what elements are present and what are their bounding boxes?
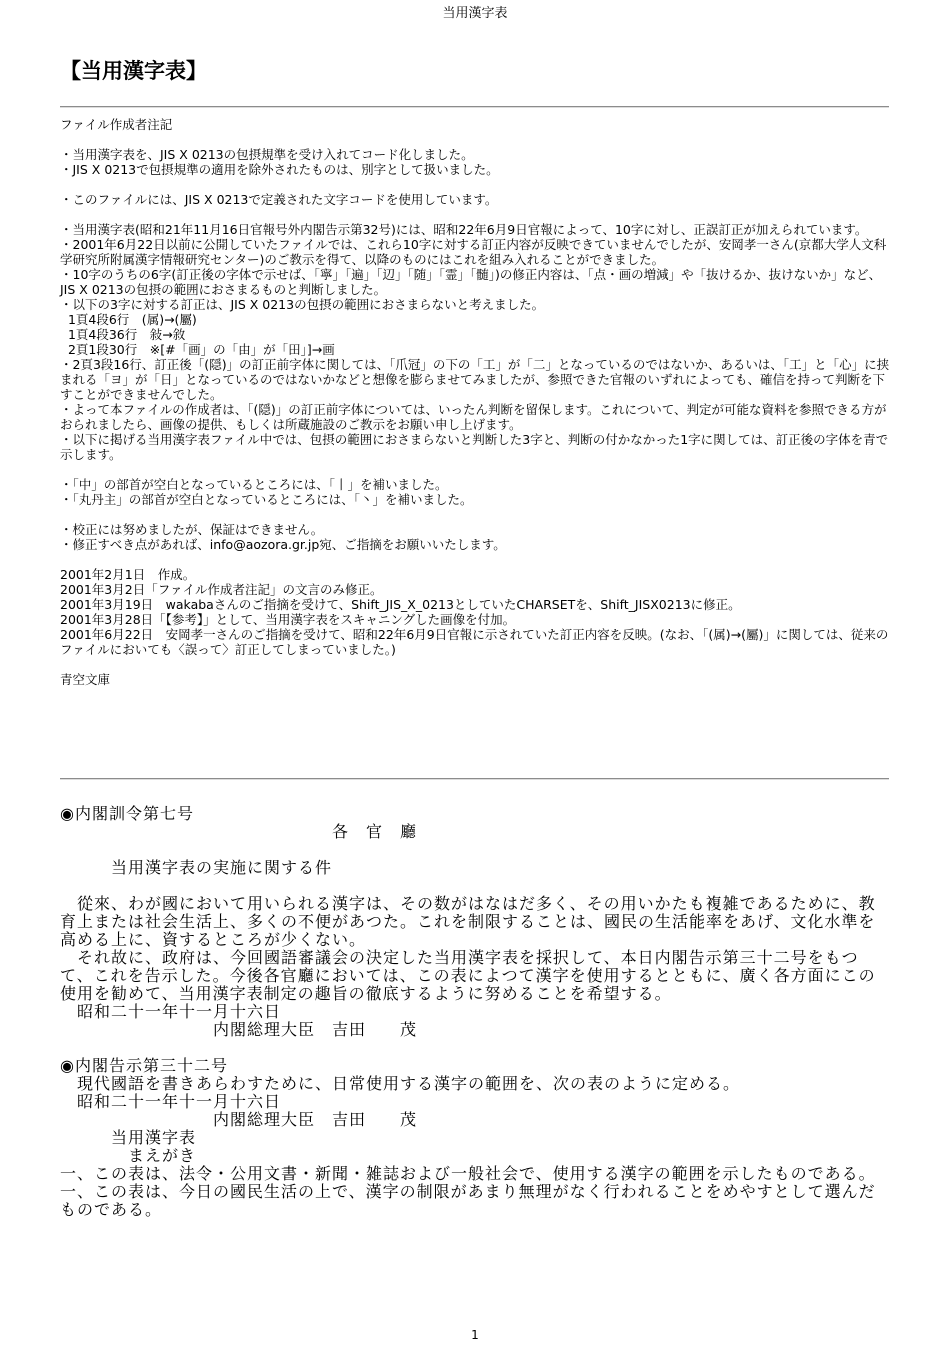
note-line: ・当用漢字表(昭和21年11月16日官報号外内閣告示第32号)には、昭和22年6月9日官報によって、10字に対し、正誤訂正が加えられています。	[60, 222, 868, 237]
subject-line: 当用漢字表の実施に関する件	[60, 858, 333, 877]
signature-line: 内閣総理大臣 吉田 茂	[60, 1020, 418, 1039]
paragraph: 從來、わが國において用いられる漢字は、その数がはなはだ多く、その用いかたも複雑であるために、教育上または社会生活上、多くの不便があつた。これを制限することは、國民の生活能率をあげ、文化水準を高める上に、資するところが少くない。	[60, 894, 876, 949]
date-line: 昭和二十一年十一月十六日	[60, 1002, 282, 1021]
spacer	[60, 877, 890, 895]
preface-item: 一、この表は、今日の國民生活の上で、漢字の制限があまり無理がなく行われることをめやすとして選んだものである。	[60, 1182, 876, 1219]
note-line: ・よって本ファイルの作成者は、「(隠)」の訂正前字体については、いったん判断を留保します。これについて、判定が可能な資料を参照できる方がおられましたら、画像の提供、もしくは所蔵施設のご教示をお願い申し上げます。	[60, 402, 887, 432]
spacer	[60, 507, 890, 522]
correction-item: 1頁4段36行 敍→敘	[60, 327, 186, 342]
paragraph: 現代國語を書きあらわすために、日常使用する漢字の範囲を、次の表のように定める。	[60, 1074, 741, 1093]
history-entry: 2001年3月19日 wakabaさんのご指摘を受けて、Shift_JIS_X_0213としていたCHARSETを、Shift_JISX0213に修正。	[60, 597, 741, 612]
note-line: ・このファイルには、JIS X 0213で定義された文字コードを使用しています。	[60, 192, 498, 207]
notes-heading: ファイル作成者注記	[60, 117, 173, 132]
preface-item: 一、この表は、法令・公用文書・新聞・雑誌および一般社会で、使用する漢字の範囲を示したものである。	[60, 1164, 876, 1183]
signature-line: 内閣総理大臣 吉田 茂	[60, 1110, 418, 1129]
main-text	[60, 805, 890, 1219]
history-entry: 2001年3月2日「ファイル作成者注記」の文言のみ修正。	[60, 582, 383, 597]
divider-top	[60, 106, 889, 108]
history-entry: 2001年3月28日「【参考】」として、当用漢字表をスキャニングした画像を付加。	[60, 612, 516, 627]
note-line: ・校正には努めましたが、保証はできません。	[60, 522, 324, 537]
notice-heading: ◉内閣告示第三十二号	[60, 1056, 228, 1075]
correction-item: 1頁4段6行 (属)→(屬)	[60, 312, 197, 327]
note-line: ・以下の3字に対する訂正は、JIS X 0213の包摂の範囲におさまらないと考えました。	[60, 297, 545, 312]
spacer	[60, 132, 890, 147]
spacer	[60, 1039, 890, 1057]
note-line: ・2頁3段16行、訂正後「(隠)」の訂正前字体に関しては、「爪冠」の下の「工」が「二」となっているのではないか、あるいは、「工」と「心」に挟まれる「ヨ」が「日」となっているのではないかなどと想像を膨らませてみましたが、参照できた官報のいずれによっても、確信を持って判断を下すことができませんでした。	[60, 357, 890, 402]
note-line: ・「丸丹主」の部首が空白となっているところには、「丶」を補いました。	[60, 492, 473, 507]
history-entry: 2001年6月22日 安岡孝一さんのご指摘を受けて、昭和22年6月9日官報に示されていた訂正内容を反映。(なお、「(属)→(屬)」に関しては、従来のファイルにおいても〈誤って〉訂正してしまっていました。)	[60, 627, 889, 657]
spacer	[60, 657, 890, 672]
note-line: ・2001年6月22日以前に公開していたファイルでは、これら10字に対する訂正内容が反映できていませんでしたが、安岡孝一さん(京都大学人文科学研究所附属漢字情報研究センター)のご教示を得て、以降のものにはこれを組み入れることができました。	[60, 237, 887, 267]
addressee: 各 官 廳	[60, 822, 418, 841]
paragraph: それ故に、政府は、今回國語審議会の決定した当用漢字表を採択して、本日内閣告示第三十二号をもつて、これを告示した。今後各官廳においては、この表によつて漢字を使用するとともに、廣く各方面にこの使用を勧めて、当用漢字表制定の趣旨の徹底するように努めることを希望する。	[60, 948, 876, 1003]
correction-item: 2頁1段30行 ※[#「画」の「由」が「田」]→画	[60, 342, 335, 357]
spacer	[60, 462, 890, 477]
note-line: ・当用漢字表を、JIS X 0213の包摂規準を受け入れてコード化しました。	[60, 147, 474, 162]
running-header: 当用漢字表	[442, 6, 508, 21]
spacer	[60, 552, 890, 567]
file-creator-notes	[60, 117, 890, 687]
page-number: 1	[471, 1328, 479, 1342]
note-line: ・10字のうちの6字(訂正後の字体で示せば、「寧」「遍」「辺」「随」「霊」「髄」)の修正内容は、「点・画の増減」や「抜けるか、抜けないか」など、JIS X 0213の包摂の範囲におさまるものと判断しました。	[60, 267, 882, 297]
note-line: ・JIS X 0213で包摂規準の適用を除外されたものは、別字として扱いました。	[60, 162, 499, 177]
preface-heading: まえがき	[60, 1146, 197, 1165]
note-line: ・以下に掲げる当用漢字表ファイル中では、包摂の範囲におさまらないと判断した3字と、判断の付かなかった1字に関しては、訂正後の字体を青で示します。	[60, 432, 889, 462]
spacer	[60, 207, 890, 222]
spacer	[60, 177, 890, 192]
table-title: 当用漢字表	[60, 1128, 197, 1147]
spacer	[60, 841, 890, 859]
note-line: ・「中」の部首が空白となっているところには、「丨」を補いました。	[60, 477, 448, 492]
publisher-name: 青空文庫	[60, 672, 111, 687]
divider-bottom	[60, 778, 889, 780]
page-title: 【当用漢字表】	[60, 59, 207, 83]
date-line: 昭和二十一年十一月十六日	[60, 1092, 282, 1111]
history-entry: 2001年2月1日 作成。	[60, 567, 196, 582]
note-line: ・修正すべき点があれば、info@aozora.gr.jp宛、ご指摘をお願いいたします。	[60, 537, 506, 552]
instruction-heading: ◉内閣訓令第七号	[60, 804, 194, 823]
